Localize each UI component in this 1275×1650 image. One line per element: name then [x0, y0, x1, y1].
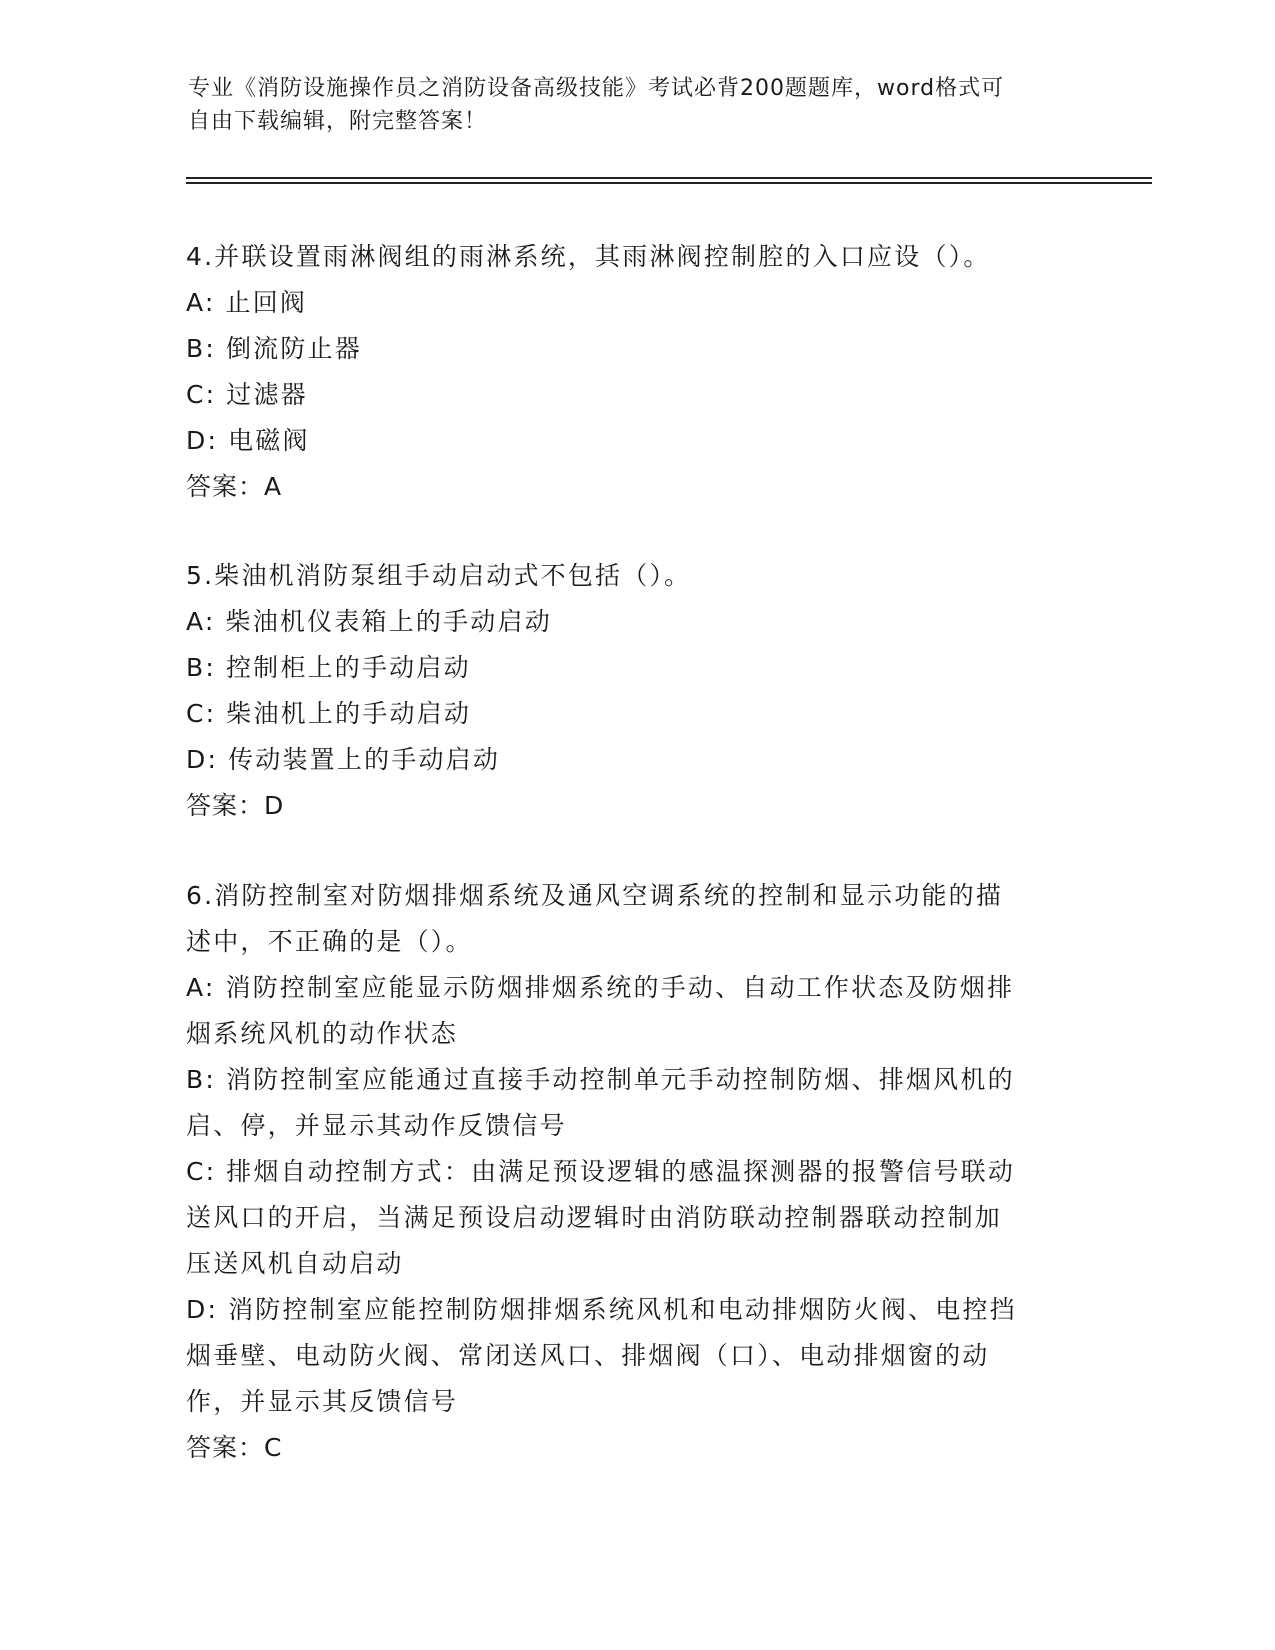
option-b: [186, 645, 1066, 691]
option-text: 倒流防止器: [225, 334, 362, 363]
option-text: 柴油机仪表箱上的手动启动: [225, 607, 552, 636]
option-c-line-1: [186, 1149, 1066, 1195]
option-text: 过滤器: [226, 380, 308, 409]
header-line-1: 专业《消防设施操作员之消防设备高级技能》考试必背200题题库，word格式可: [188, 76, 1005, 101]
option-text: 止回阀: [225, 288, 308, 317]
option-text: 电磁阀: [228, 426, 310, 455]
document-header: [188, 72, 1068, 138]
option-label: A:: [186, 288, 216, 317]
option-label: C:: [186, 699, 217, 728]
option-a: [186, 599, 1066, 645]
question-6: [186, 873, 1066, 1471]
option-text: 消防控制室应能通过直接手动控制单元手动控制防烟、排烟风机的: [225, 1065, 1015, 1094]
option-label: B:: [186, 334, 216, 363]
option-c: [186, 372, 1066, 418]
option-label: C:: [186, 380, 217, 409]
option-d: [186, 737, 1066, 783]
option-label: B:: [186, 653, 216, 682]
option-label: C:: [186, 1157, 217, 1186]
option-text: 消防控制室应能控制防烟排烟系统风机和电动排烟防火阀、电控挡: [228, 1295, 1017, 1324]
option-label: A:: [186, 973, 216, 1002]
answer: 答案：A: [186, 472, 283, 501]
question-stem-line-1: 6.消防控制室对防烟排烟系统及通风空调系统的控制和显示功能的描: [186, 881, 1004, 910]
option-c: [186, 1149, 1066, 1287]
answer: 答案：D: [186, 791, 285, 820]
option-b: [186, 1057, 1066, 1149]
option-d: [186, 418, 1066, 464]
option-d-line-3: 作，并显示其反馈信号: [186, 1387, 459, 1416]
option-d: [186, 1287, 1066, 1425]
option-b-line-2: 启、停，并显示其动作反馈信号: [186, 1111, 567, 1140]
option-label: A:: [186, 607, 216, 636]
option-a: [186, 280, 1066, 326]
option-d-line-2: 烟垂壁、电动防火阀、常闭送风口、排烟阀（口）、电动排烟窗的动: [186, 1341, 990, 1370]
option-label: D:: [186, 1295, 219, 1324]
option-label: D:: [186, 745, 219, 774]
option-b: [186, 326, 1066, 372]
option-label: D:: [186, 426, 219, 455]
option-a: [186, 965, 1066, 1057]
option-text: 传动装置上的手动启动: [228, 745, 501, 774]
option-d-line-1: [186, 1287, 1066, 1333]
option-c-line-3: 压送风机自动启动: [186, 1249, 404, 1278]
option-b-line-1: [186, 1057, 1066, 1103]
option-text: 消防控制室应能显示防烟排烟系统的手动、自动工作状态及防烟排: [225, 973, 1015, 1002]
header-line-2: 自由下载编辑，附完整答案！: [188, 109, 488, 134]
option-a-line-2: 烟系统风机的动作状态: [186, 1019, 459, 1048]
option-text: 排烟自动控制方式：由满足预设逻辑的感温探测器的报警信号联动: [226, 1157, 1016, 1186]
option-a-line-1: [186, 965, 1066, 1011]
question-stem-line-2: 述中，不正确的是（）。: [186, 927, 473, 956]
answer: 答案：C: [186, 1433, 283, 1462]
header-divider-bottom: [186, 182, 1152, 184]
option-text: 柴油机上的手动启动: [226, 699, 472, 728]
option-text: 控制柜上的手动启动: [225, 653, 471, 682]
question-4: [186, 234, 1066, 510]
option-c-line-2: 送风口的开启，当满足预设启动逻辑时由消防联动控制器联动控制加: [186, 1203, 1003, 1232]
question-5: [186, 553, 1066, 829]
option-c: [186, 691, 1066, 737]
question-stem: 4.并联设置雨淋阀组的雨淋系统，其雨淋阀控制腔的入口应设（）。: [186, 242, 991, 271]
header-divider-top: [186, 177, 1152, 179]
option-label: B:: [186, 1065, 216, 1094]
question-stem: 5.柴油机消防泵组手动启动式不包括（）。: [186, 561, 692, 590]
